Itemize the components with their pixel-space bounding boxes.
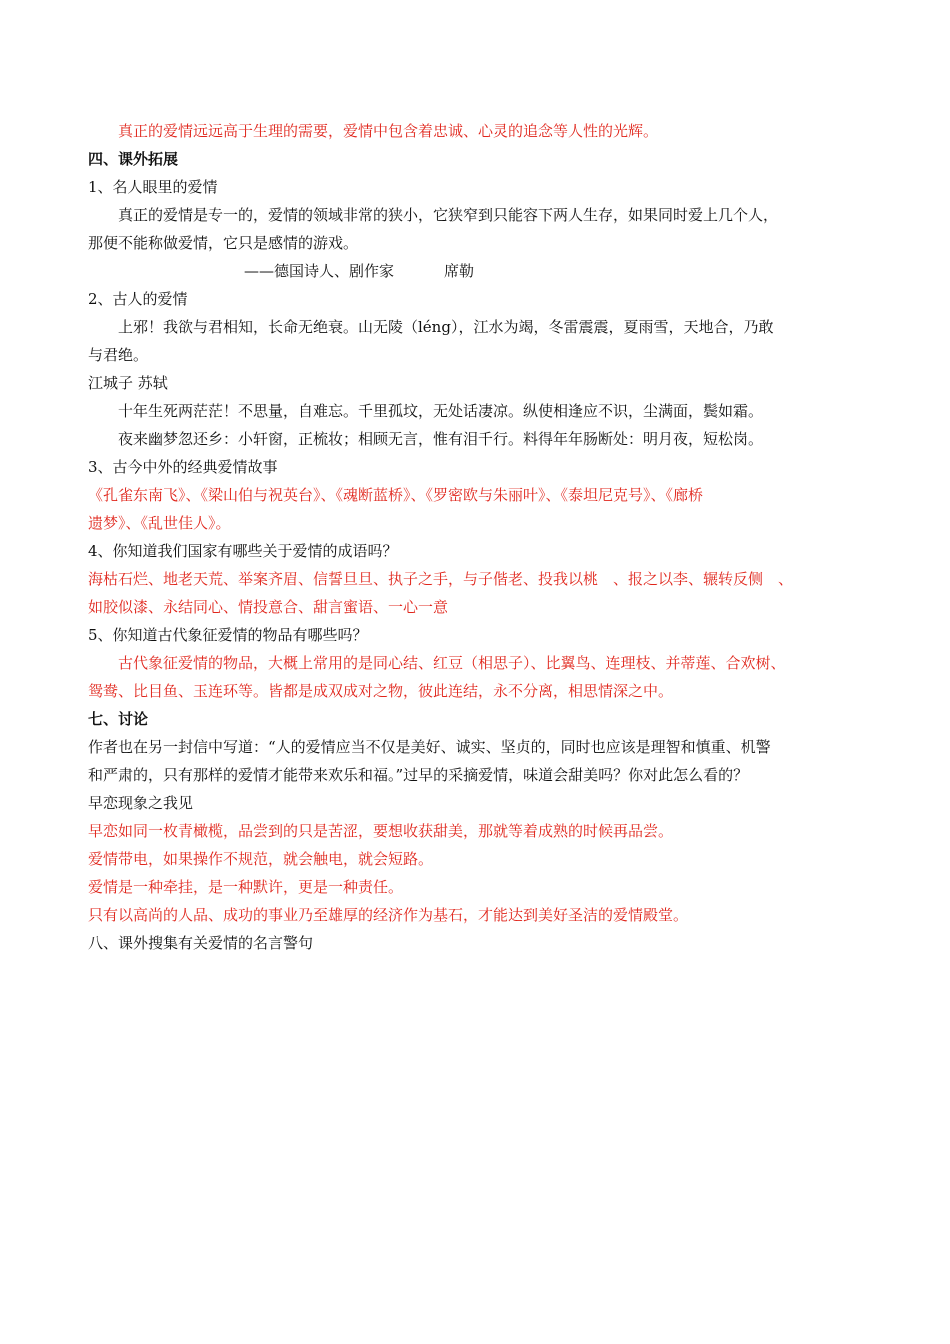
attribution-author: 席勒 xyxy=(444,262,475,280)
discussion-answer-1: 早恋如同一枚青橄榄，品尝到的只是苦涩，要想收获甜美，那就等着成熟的时候再品尝。 xyxy=(88,822,674,840)
poem-title: 江城子 苏轼 xyxy=(88,374,168,392)
item-5-answer-line-2: 鸳鸯、比目鱼、玉连环等。皆都是成双成对之物，彼此连结，永不分离，相思情深之中。 xyxy=(88,682,674,700)
item-3-answer-line-2: 遗梦》、《乱世佳人》。 xyxy=(88,514,231,532)
attribution-text: ——德国诗人、剧作家 xyxy=(244,262,395,280)
section-7-title: 七、讨论 xyxy=(88,710,149,728)
section-8-title: 八、课外搜集有关爱情的名言警句 xyxy=(88,934,314,952)
item-4-title: 4、你知道我们国家有哪些关于爱情的成语吗？ xyxy=(88,542,398,560)
discussion-line-2: 和严肃的，只有那样的爱情才能带来欢乐和福。”过早的采摘爱情，味道会甜美吗？你对此怎么看的？ xyxy=(88,766,749,784)
item-2-paragraph-line-1: 上邪！我欲与君相知，长命无绝衰。山无陵（léng），江水为竭，冬雷震震，夏雨雪，天地合，乃敢 xyxy=(118,318,774,336)
discussion-answer-3: 爱情是一种牵挂，是一种默许，更是一种责任。 xyxy=(88,878,404,896)
item-2-paragraph-line-2: 与君绝。 xyxy=(88,346,149,364)
intro-line: 真正的爱情远远高于生理的需要，爱情中包含着忠诚、心灵的追念等人性的光辉。 xyxy=(118,122,659,140)
item-4-answer-line-2: 如胶似漆、永结同心、情投意合、甜言蜜语、一心一意 xyxy=(88,598,449,616)
document-page xyxy=(88,117,868,957)
item-5-answer-line-1: 古代象征爱情的物品，大概上常用的是同心结、红豆（相思子）、比翼鸟、连理枝、并蒂莲、合欢树、 xyxy=(118,654,786,672)
item-1-paragraph-line-2: 那便不能称做爱情，它只是感情的游戏。 xyxy=(88,234,359,252)
item-3-title: 3、古今中外的经典爱情故事 xyxy=(88,458,278,476)
poem-line-1: 十年生死两茫茫！不思量，自难忘。千里孤坟，无处话凄凉。纵使相逢应不识，尘满面，鬓如霜。 xyxy=(118,402,764,420)
section-4-title: 四、课外拓展 xyxy=(88,150,179,168)
discussion-answer-2: 爱情带电，如果操作不规范，就会触电，就会短路。 xyxy=(88,850,434,868)
discussion-subtitle: 早恋现象之我见 xyxy=(88,794,194,812)
item-1-paragraph-line-1: 真正的爱情是专一的，爱情的领域非常的狭小，它狭窄到只能容下两人生存，如果同时爱上几个人， xyxy=(118,206,779,224)
item-4-answer-line-1: 海枯石烂、地老天荒、举案齐眉、信誓旦旦、执子之手，与子偕老、投我以桃 、报之以李、辗转反侧 、 xyxy=(88,570,794,588)
item-1-attribution xyxy=(88,257,868,285)
poem-line-2: 夜来幽梦忽还乡：小轩窗，正梳妆；相顾无言，惟有泪千行。料得年年肠断处：明月夜，短松岗。 xyxy=(118,430,764,448)
discussion-line-1: 作者也在另一封信中写道：“人的爱情应当不仅是美好、诚实、坚贞的，同时也应该是理智和慎重、机警 xyxy=(88,738,771,756)
item-1-title: 1、名人眼里的爱情 xyxy=(88,178,218,196)
item-2-title: 2、古人的爱情 xyxy=(88,290,188,308)
item-3-answer-line-1: 《孔雀东南飞》、《梁山伯与祝英台》、《魂断蓝桥》、《罗密欧与朱丽叶》、《泰坦尼克号》、《廊桥 xyxy=(88,486,704,504)
discussion-answer-4: 只有以高尚的人品、成功的事业乃至雄厚的经济作为基石，才能达到美好圣洁的爱情殿堂。 xyxy=(88,906,689,924)
item-5-title: 5、你知道古代象征爱情的物品有哪些吗？ xyxy=(88,626,368,644)
